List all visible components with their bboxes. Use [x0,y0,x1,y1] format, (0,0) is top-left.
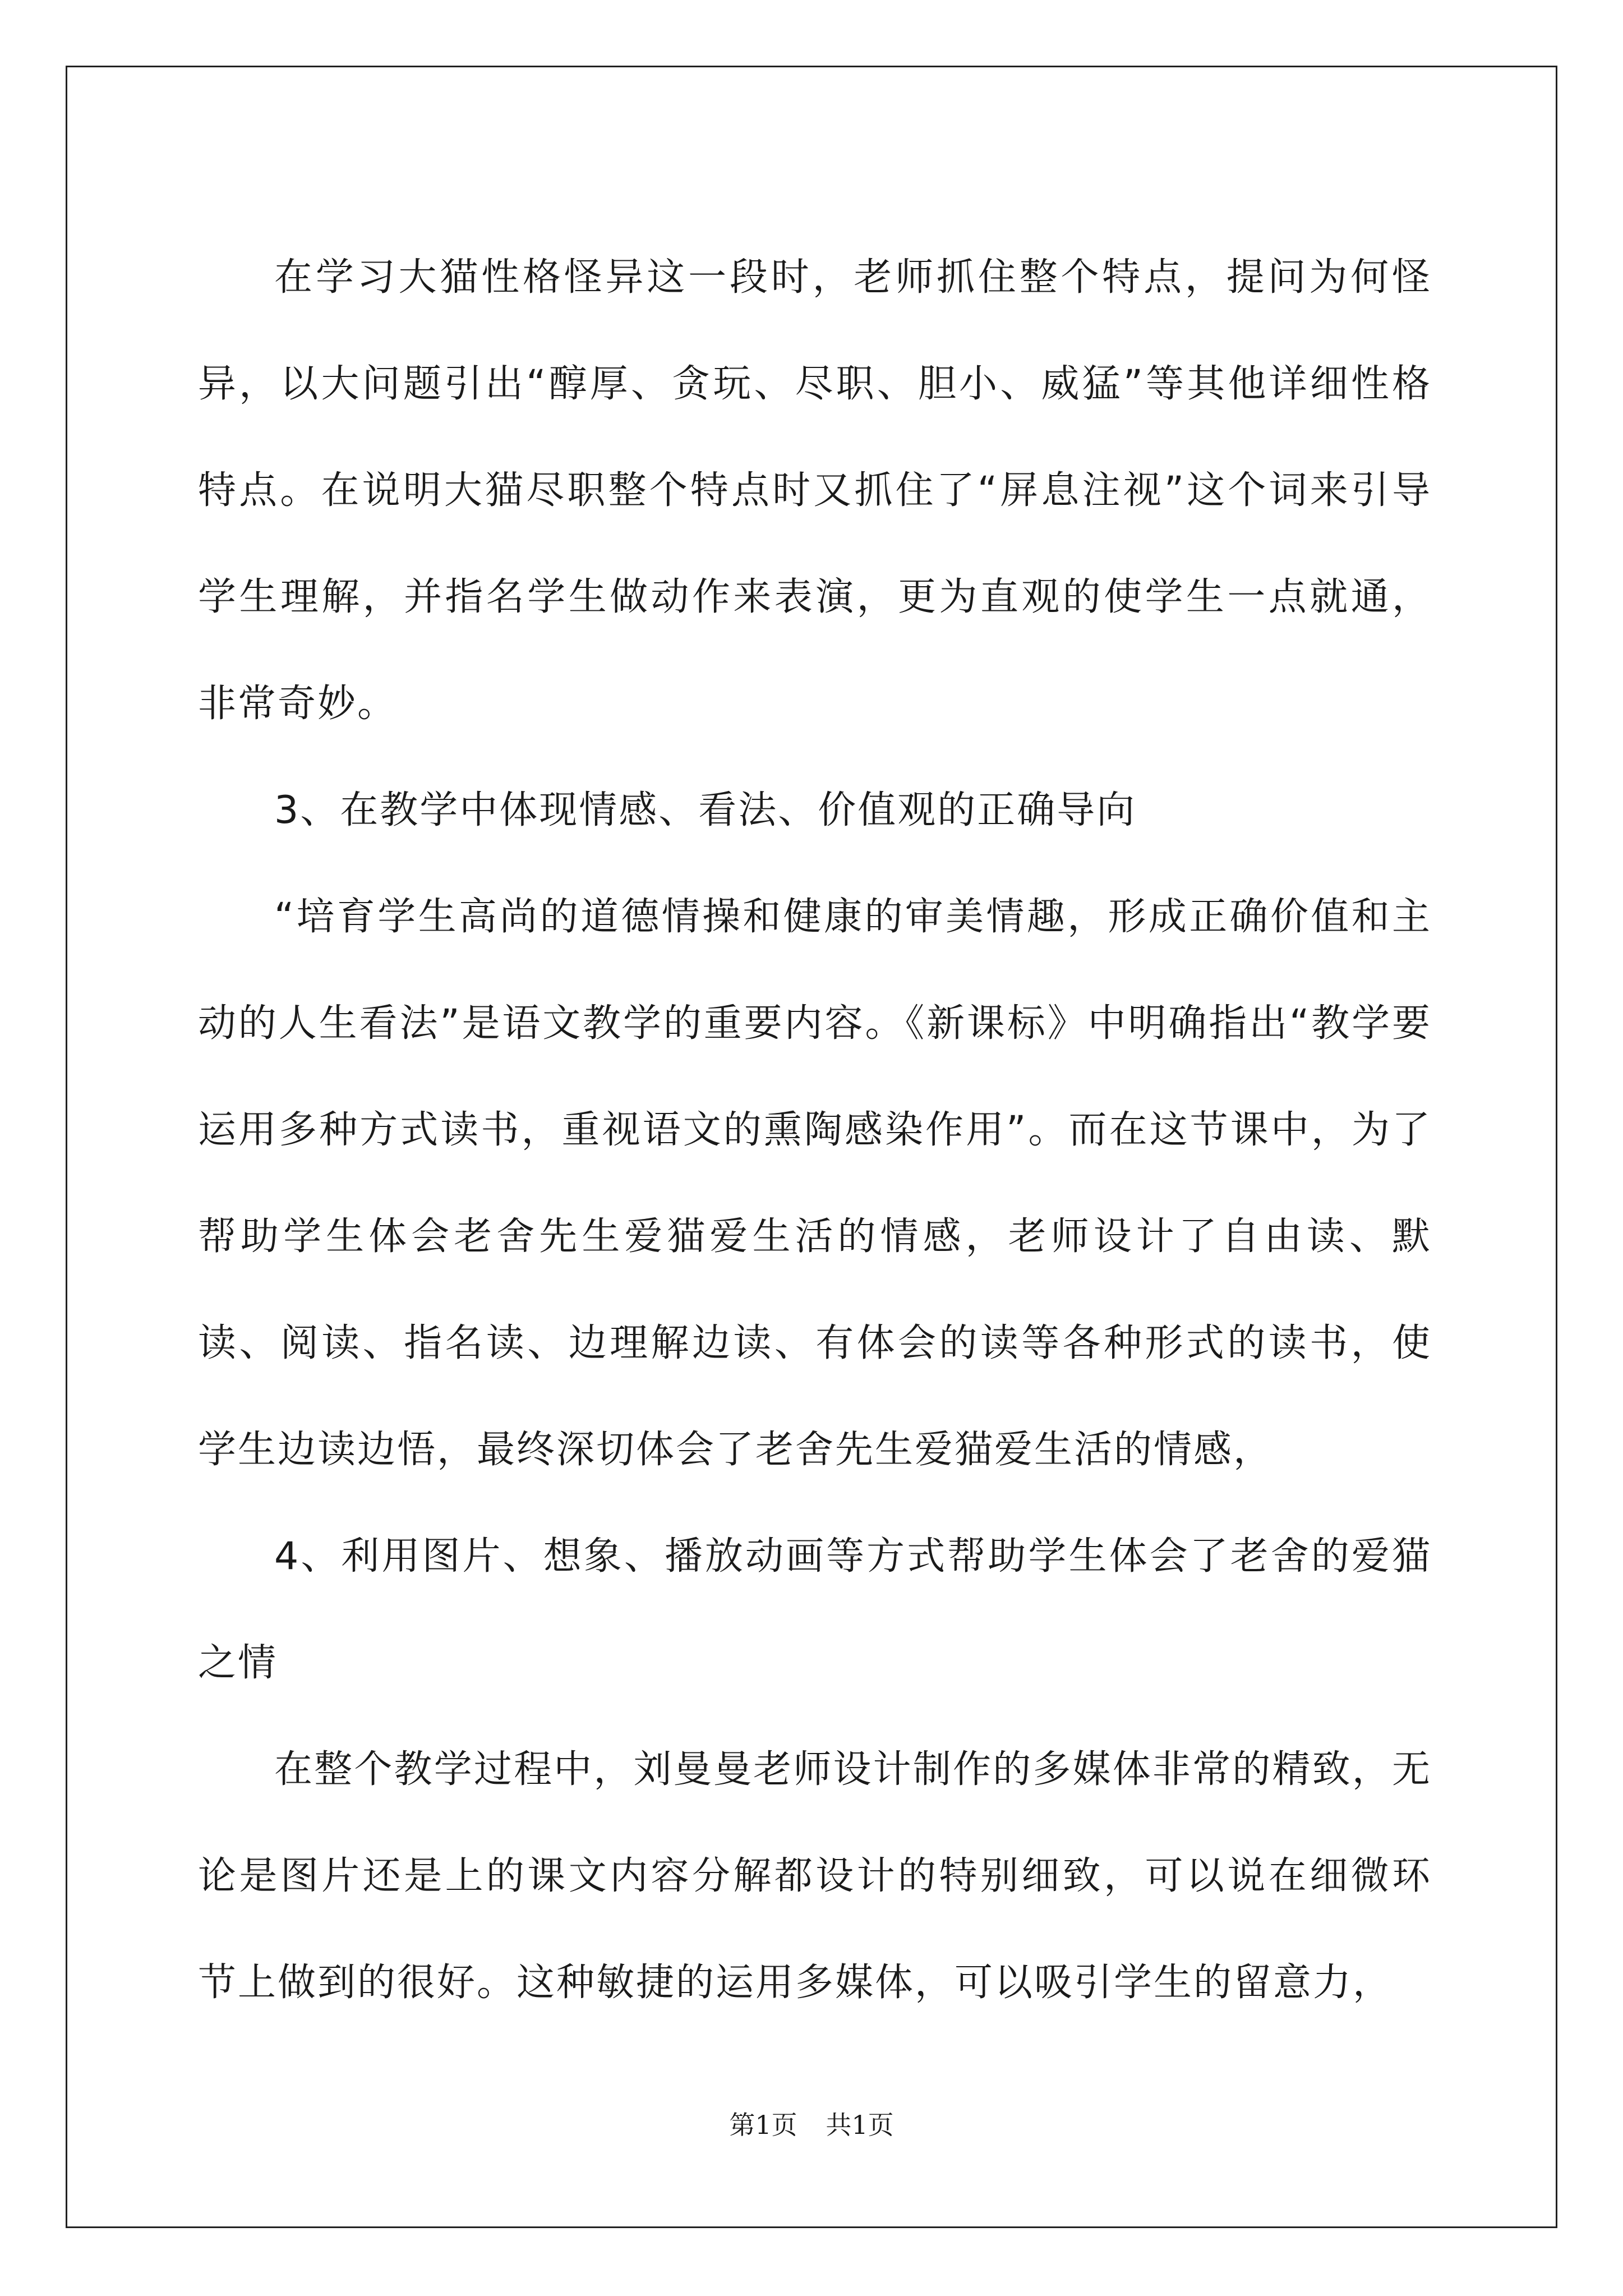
paragraph-values-guidance: “培育学生高尚的道德情操和健康的审美情趣，形成正确价值和主动的人生看法”是语文教学的重要内容。《新课标》中明确指出“教学要运用多种方式读书，重视语文的熏陶感染作用”。而在这节课中，为了帮助学生体会老舍先生爱猫爱生活的情感，老师设计了自由读、默读、阅读、指名读、边理解边读、有体会的读等各种形式的读书，使学生边读边悟，最终深切体会了老舍先生爱猫爱生活的情感， [198,895,1432,1472]
section-heading-3: 3、在教学中体现情感、看法、价值观的正确导向 [274,788,1137,832]
section-heading-4: 4、利用图片、想象、播放动画等方式帮助学生体会了老舍的爱猫之情 [198,1534,1432,1685]
page-total: 共1页 [826,2110,894,2140]
paragraph-multimedia: 在整个教学过程中，刘曼曼老师设计制作的多媒体非常的精致，无论是图片还是上的课文内容分解都设计的特别细致，可以说在细微环节上做到的很好。这种敏捷的运用多媒体，可以吸引学生的留意力， [198,1747,1432,2005]
document-body [198,224,1432,2036]
page-number: 第1页 [729,2110,797,2140]
paragraph-cat-personality: 在学习大猫性格怪异这一段时，老师抓住整个特点，提问为何怪异，以大问题引出“醇厚、贪玩、尽职、胆小、威猛”等其他详细性格特点。在说明大猫尽职整个特点时又抓住了“屏息注视”这个词来引导学生理解，并指名学生做动作来表演，更为直观的使学生一点就通，非常奇妙。 [198,255,1432,726]
page-footer [0,2105,1623,2142]
